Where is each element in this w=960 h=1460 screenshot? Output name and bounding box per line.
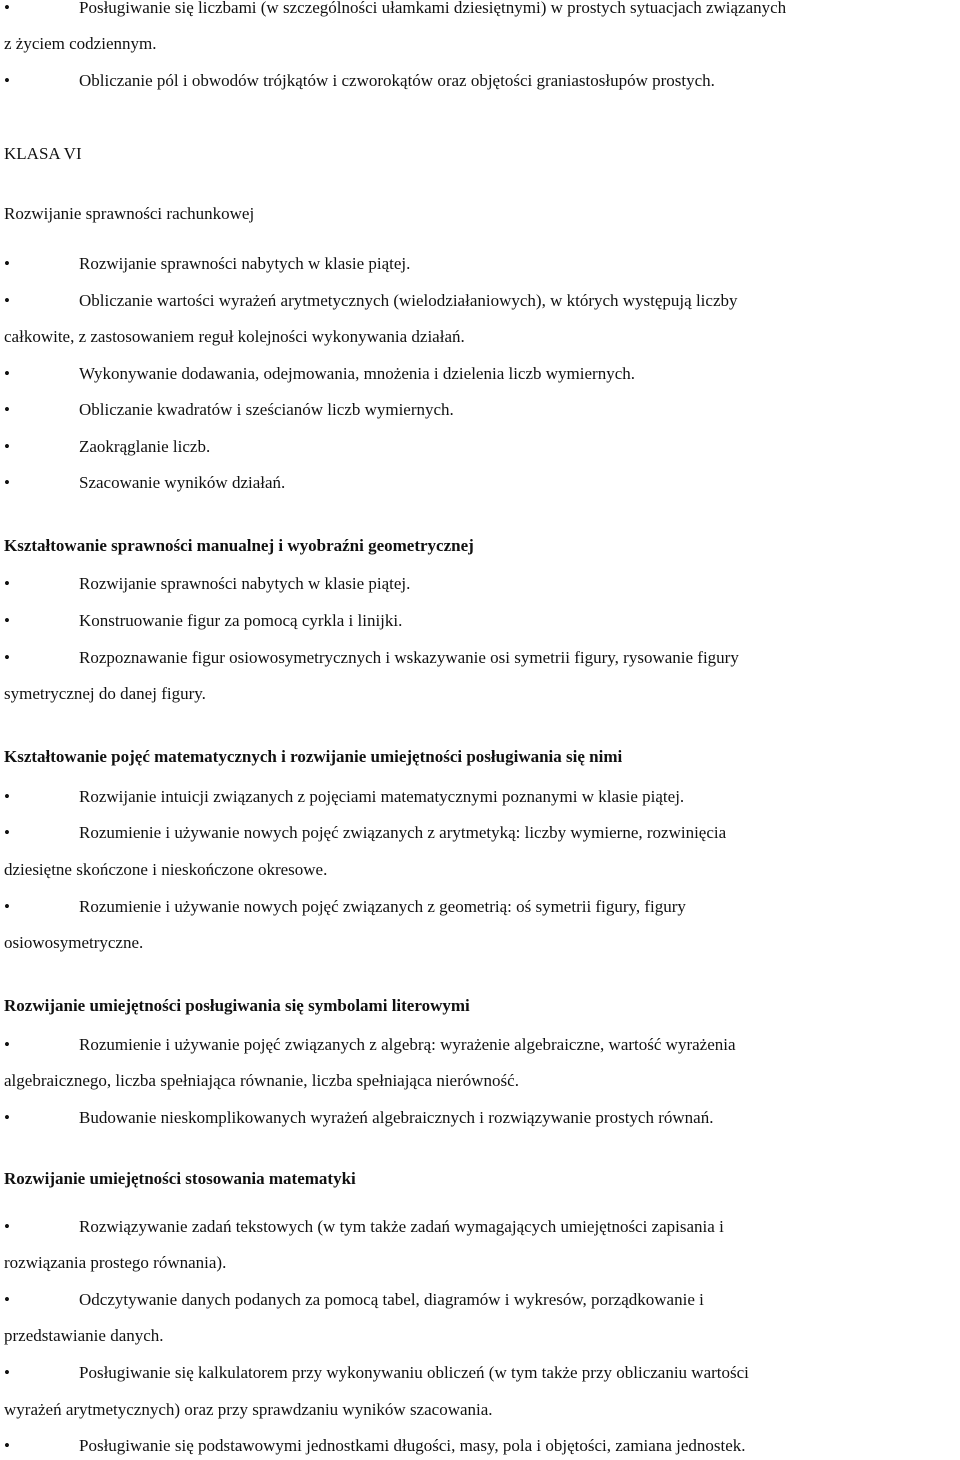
list-item-text: Rozumienie i używanie nowych pojęć związanych z arytmetyką: liczby wymierne, rozwinięcia [79,823,727,842]
list-item-text: Rozwijanie sprawności nabytych w klasie piątej. [79,574,411,593]
section-heading: Rozwijanie umiejętności posługiwania się symbolami literowymi [4,996,470,1015]
list-item-text: Odczytywanie danych podanych za pomocą tabel, diagramów i wykresów, porządkowanie i [79,1290,704,1309]
bullet-icon: • [4,364,10,383]
bullet-icon: • [4,437,10,456]
list-item-text: Rozwijanie intuicji związanych z pojęciami matematycznymi poznanymi w klasie piątej. [79,787,685,806]
bullet-icon: • [4,0,10,17]
list-item-continuation: całkowite, z zastosowaniem reguł kolejności wykonywania działań. [4,327,465,346]
bullet-icon: • [4,1217,10,1236]
list-item-continuation: algebraicznego, liczba spełniająca równanie, liczba spełniająca nierówność. [4,1071,519,1090]
list-item-text: Budowanie nieskomplikowanych wyrażeń algebraicznych i rozwiązywanie prostych równań. [79,1108,714,1127]
bullet-icon: • [4,611,10,630]
list-item-continuation: osiowosymetryczne. [4,933,144,952]
list-item-text: Zaokrąglanie liczb. [79,437,211,456]
list-item-text: Rozpoznawanie figur osiowosymetrycznych i wskazywanie osi symetrii figury, rysowanie figury [79,648,739,667]
list-item-text: Posługiwanie się podstawowymi jednostkami długości, masy, pola i objętości, zamiana jednostek. [79,1436,746,1455]
section-heading: Rozwijanie sprawności rachunkowej [4,204,255,223]
section-heading: Kształtowanie sprawności manualnej i wyobraźni geometrycznej [4,536,474,555]
list-item-continuation: dziesiętne skończone i nieskończone okresowe. [4,860,328,879]
list-item-text: Obliczanie kwadratów i sześcianów liczb wymiernych. [79,400,454,419]
list-item-text: Rozumienie i używanie pojęć związanych z algebrą: wyrażenie algebraiczne, wartość wyrażenia [79,1035,736,1054]
list-item-continuation: symetrycznej do danej figury. [4,684,206,703]
bullet-icon: • [4,1108,10,1127]
list-item-text: Posługiwanie się liczbami (w szczególności ułamkami dziesiętnymi) w prostych sytuacjach związanych [79,0,787,17]
bullet-icon: • [4,1436,10,1455]
bullet-icon: • [4,574,10,593]
bullet-icon: • [4,291,10,310]
section-heading: Kształtowanie pojęć matematycznych i rozwijanie umiejętności posługiwania się nimi [4,747,623,766]
list-item-continuation: rozwiązania prostego równania). [4,1253,227,1272]
bullet-icon: • [4,787,10,806]
list-item-text: Konstruowanie figur za pomocą cyrkla i linijki. [79,611,403,630]
bullet-icon: • [4,648,10,667]
list-item-continuation: z życiem codziennym. [4,34,157,53]
bullet-icon: • [4,1290,10,1309]
list-item-text: Rozwijanie sprawności nabytych w klasie piątej. [79,254,411,273]
bullet-icon: • [4,897,10,916]
bullet-icon: • [4,254,10,273]
list-item-continuation: wyrażeń arytmetycznych) oraz przy sprawdzaniu wyników szacowania. [4,1400,493,1419]
list-item-text: Obliczanie pól i obwodów trójkątów i czworokątów oraz objętości graniastosłupów prostych. [79,71,715,90]
bullet-icon: • [4,1363,10,1382]
bullet-icon: • [4,473,10,492]
bullet-icon: • [4,823,10,842]
section-heading: Rozwijanie umiejętności stosowania matematyki [4,1169,356,1188]
list-item-text: Szacowanie wyników działań. [79,473,286,492]
bullet-icon: • [4,1035,10,1054]
class-title: KLASA VI [4,144,82,163]
list-item-text: Obliczanie wartości wyrażeń arytmetycznych (wielodziałaniowych), w których występują liczby [79,291,738,310]
list-item-text: Posługiwanie się kalkulatorem przy wykonywaniu obliczeń (w tym także przy obliczaniu wartości [79,1363,749,1382]
list-item-continuation: przedstawianie danych. [4,1326,164,1345]
bullet-icon: • [4,71,10,90]
list-item-text: Rozwiązywanie zadań tekstowych (w tym także zadań wymagających umiejętności zapisania i [79,1217,724,1236]
list-item-text: Rozumienie i używanie nowych pojęć związanych z geometrią: oś symetrii figury, figury [79,897,686,916]
bullet-icon: • [4,400,10,419]
list-item-text: Wykonywanie dodawania, odejmowania, mnożenia i dzielenia liczb wymiernych. [79,364,636,383]
